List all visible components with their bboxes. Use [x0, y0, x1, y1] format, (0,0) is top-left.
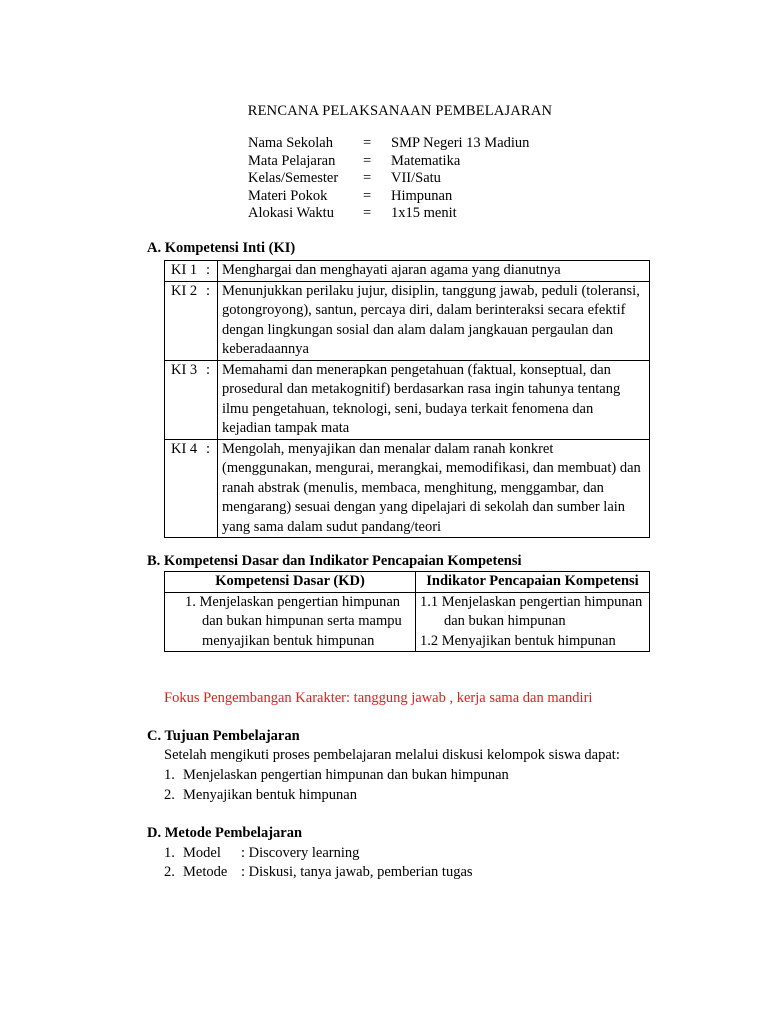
- list-text: Menyajikan bentuk himpunan: [183, 787, 357, 803]
- table-row: [165, 360, 650, 439]
- info-row-class: [248, 170, 529, 188]
- info-separator: =: [363, 187, 372, 204]
- ki-colon: :: [199, 439, 218, 538]
- table-header-row: [165, 572, 650, 593]
- ki-code: KI 4: [165, 439, 200, 538]
- info-value: Himpunan: [391, 187, 453, 204]
- indicator-item: 1.1 Menjelaskan pengertian himpunan dan bukan himpunan: [420, 593, 643, 629]
- ki-text: Memahami dan menerapkan pengetahuan (faktual, konseptual, dan prosedural dan metakognitif) berdasarkan rasa ingin tahunya tentang ilmu pengetahuan, teknologi, seni, budaya terkait fenomena dan kejadian tampak mata: [218, 360, 650, 439]
- list-number: 2.: [164, 864, 175, 880]
- info-value: VII/Satu: [391, 170, 441, 186]
- ki-table: [164, 260, 650, 538]
- method-value: : Diskusi, tanya jawab, pemberian tugas: [241, 864, 473, 880]
- info-label: Alokasi Waktu: [248, 205, 334, 221]
- document-title: RENCANA PELAKSANAAN PEMBELAJARAN: [247, 103, 553, 119]
- section-b-heading: B. Kompetensi Dasar dan Indikator Pencapaian Kompetensi: [147, 553, 522, 569]
- info-row-school: [248, 135, 529, 153]
- list-item: [164, 863, 473, 883]
- list-number: 1.: [164, 767, 175, 783]
- kd-table: [164, 571, 650, 652]
- list-number: 2.: [164, 787, 175, 803]
- ki-code: KI 2: [165, 281, 200, 360]
- kd-column-header: Kompetensi Dasar (KD): [165, 572, 416, 593]
- info-row-topic: [248, 188, 529, 206]
- section-d-heading: D. Metode Pembelajaran: [147, 825, 303, 841]
- ki-text: Menunjukkan perilaku jujur, disiplin, tanggung jawab, peduli (toleransi, gotongroyong), santun, percaya diri, dalam berinteraksi secara efektif dengan lingkungan sosial dan alam dalam jangkauan pergaulan dan keberadaannya: [218, 281, 650, 360]
- list-item: [164, 786, 357, 806]
- info-row-time: [248, 205, 529, 223]
- info-value: 1x15 menit: [391, 205, 457, 221]
- indicator-cell: [416, 592, 650, 652]
- info-label: Nama Sekolah: [248, 135, 333, 151]
- table-row: [165, 592, 650, 652]
- ki-colon: :: [199, 261, 218, 282]
- info-row-subject: [248, 153, 529, 171]
- table-row: [165, 281, 650, 360]
- method-label: Model: [183, 845, 221, 861]
- info-separator: =: [363, 135, 372, 151]
- indicator-column-header: Indikator Pencapaian Kompetensi: [416, 572, 650, 593]
- info-label: Materi Pokok: [248, 187, 328, 204]
- section-a-heading: A. Kompetensi Inti (KI): [147, 240, 296, 256]
- kd-item: 1. Menjelaskan pengertian himpunan dan bukan himpunan serta mampu menyajikan bentuk himpunan: [185, 593, 402, 649]
- character-focus-note: Fokus Pengembangan Karakter: tanggung jawab , kerja sama dan mandiri: [164, 690, 593, 706]
- info-separator: =: [363, 170, 372, 186]
- list-item: [164, 766, 509, 786]
- table-row: [165, 261, 650, 282]
- ki-colon: :: [199, 281, 218, 360]
- objectives-intro: Setelah mengikuti proses pembelajaran melalui diskusi kelompok siswa dapat:: [164, 747, 620, 763]
- info-value: SMP Negeri 13 Madiun: [391, 135, 530, 151]
- ki-code: KI 1: [165, 261, 200, 282]
- info-value: Matematika: [391, 152, 461, 169]
- kd-cell: [165, 592, 416, 652]
- table-row: [165, 439, 650, 538]
- ki-code: KI 3: [165, 360, 200, 439]
- method-value: : Discovery learning: [241, 845, 360, 861]
- ki-text: Menghargai dan menghayati ajaran agama yang dianutnya: [218, 261, 650, 282]
- info-separator: =: [363, 152, 372, 169]
- section-c-heading: C. Tujuan Pembelajaran: [147, 728, 300, 744]
- school-info: [248, 135, 529, 223]
- list-item: [164, 844, 359, 864]
- list-text: Menjelaskan pengertian himpunan dan bukan himpunan: [183, 767, 509, 783]
- indicator-item: 1.2 Menyajikan bentuk himpunan: [420, 632, 616, 649]
- method-label: Metode: [183, 864, 228, 880]
- ki-text: Mengolah, menyajikan dan menalar dalam ranah konkret (menggunakan, mengurai, merangkai, memodifikasi, dan membuat) dan ranah abstrak (menulis, membaca, menghitung, menggambar, dan mengarang) sesuai dengan yang dipelajari di sekolah dan sumber lain yang sama dalam sudut pandang/teori: [218, 439, 650, 538]
- list-number: 1.: [164, 845, 175, 861]
- info-label: Mata Pelajaran: [248, 152, 336, 169]
- info-separator: =: [363, 205, 372, 221]
- ki-colon: :: [199, 360, 218, 439]
- info-label: Kelas/Semester: [248, 170, 339, 186]
